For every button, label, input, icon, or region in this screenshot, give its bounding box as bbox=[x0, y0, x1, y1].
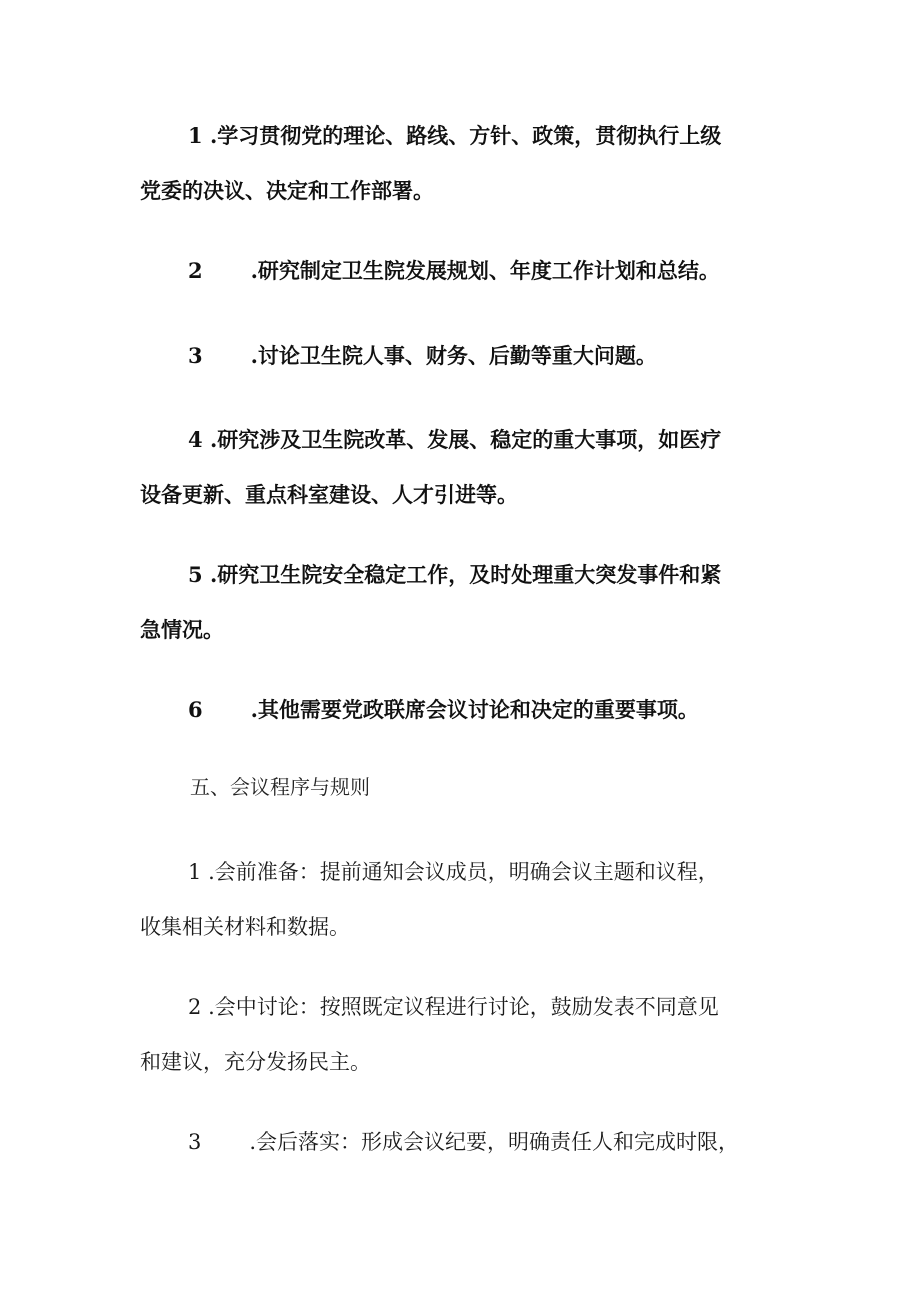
item-text-line: 急情况。 bbox=[140, 617, 224, 642]
item-number: 3 bbox=[188, 343, 203, 368]
list-item-1 bbox=[140, 108, 790, 218]
item-text-line: .会后落实：形成会议纪要，明确责任人和完成时限， bbox=[249, 1130, 740, 1154]
item-text-line: 和建议，充分发扬民主。 bbox=[140, 1050, 371, 1074]
item-text-line: .研究涉及卫生院改革、发展、稳定的重大事项，如医疗 bbox=[209, 427, 722, 452]
item-text-line: .会前准备：提前通知会议成员，明确会议主题和议程， bbox=[208, 860, 719, 884]
list-item-4 bbox=[140, 412, 790, 522]
item-number: 3 bbox=[188, 1130, 202, 1154]
item-number: 2 bbox=[188, 995, 202, 1019]
item-text-line: .研究卫生院安全稳定工作，及时处理重大突发事件和紧 bbox=[209, 562, 722, 587]
item-text-line: .其他需要党政联席会议讨论和决定的重要事项。 bbox=[250, 697, 699, 722]
list-item-3 bbox=[140, 328, 790, 383]
item-text-line: .学习贯彻党的理论、路线、方针、政策，贯彻执行上级 bbox=[209, 123, 722, 148]
list-item-6 bbox=[140, 682, 790, 737]
item-number: 1 bbox=[188, 123, 203, 148]
item-number: 4 bbox=[188, 427, 203, 452]
item-text-line: 设备更新、重点科室建设、人才引进等。 bbox=[140, 482, 518, 507]
item-text-line: 党委的决议、决定和工作部署。 bbox=[140, 178, 434, 203]
procedure-item-1 bbox=[140, 845, 790, 955]
list-item-5 bbox=[140, 547, 790, 657]
list-item-2 bbox=[140, 243, 790, 298]
item-text-line: .会中讨论：按照既定议程进行讨论，鼓励发表不同意见 bbox=[208, 995, 719, 1019]
procedure-item-3 bbox=[140, 1115, 790, 1170]
item-number: 6 bbox=[188, 697, 203, 722]
section-heading: 五、会议程序与规则 bbox=[190, 775, 370, 799]
item-text-line: .讨论卫生院人事、财务、后勤等重大问题。 bbox=[250, 343, 657, 368]
item-text-line: .研究制定卫生院发展规划、年度工作计划和总结。 bbox=[250, 258, 720, 283]
procedure-item-2 bbox=[140, 980, 790, 1090]
item-number: 2 bbox=[188, 258, 203, 283]
item-text-line: 收集相关材料和数据。 bbox=[140, 915, 350, 939]
item-number: 1 bbox=[188, 860, 202, 884]
item-number: 5 bbox=[188, 562, 203, 587]
